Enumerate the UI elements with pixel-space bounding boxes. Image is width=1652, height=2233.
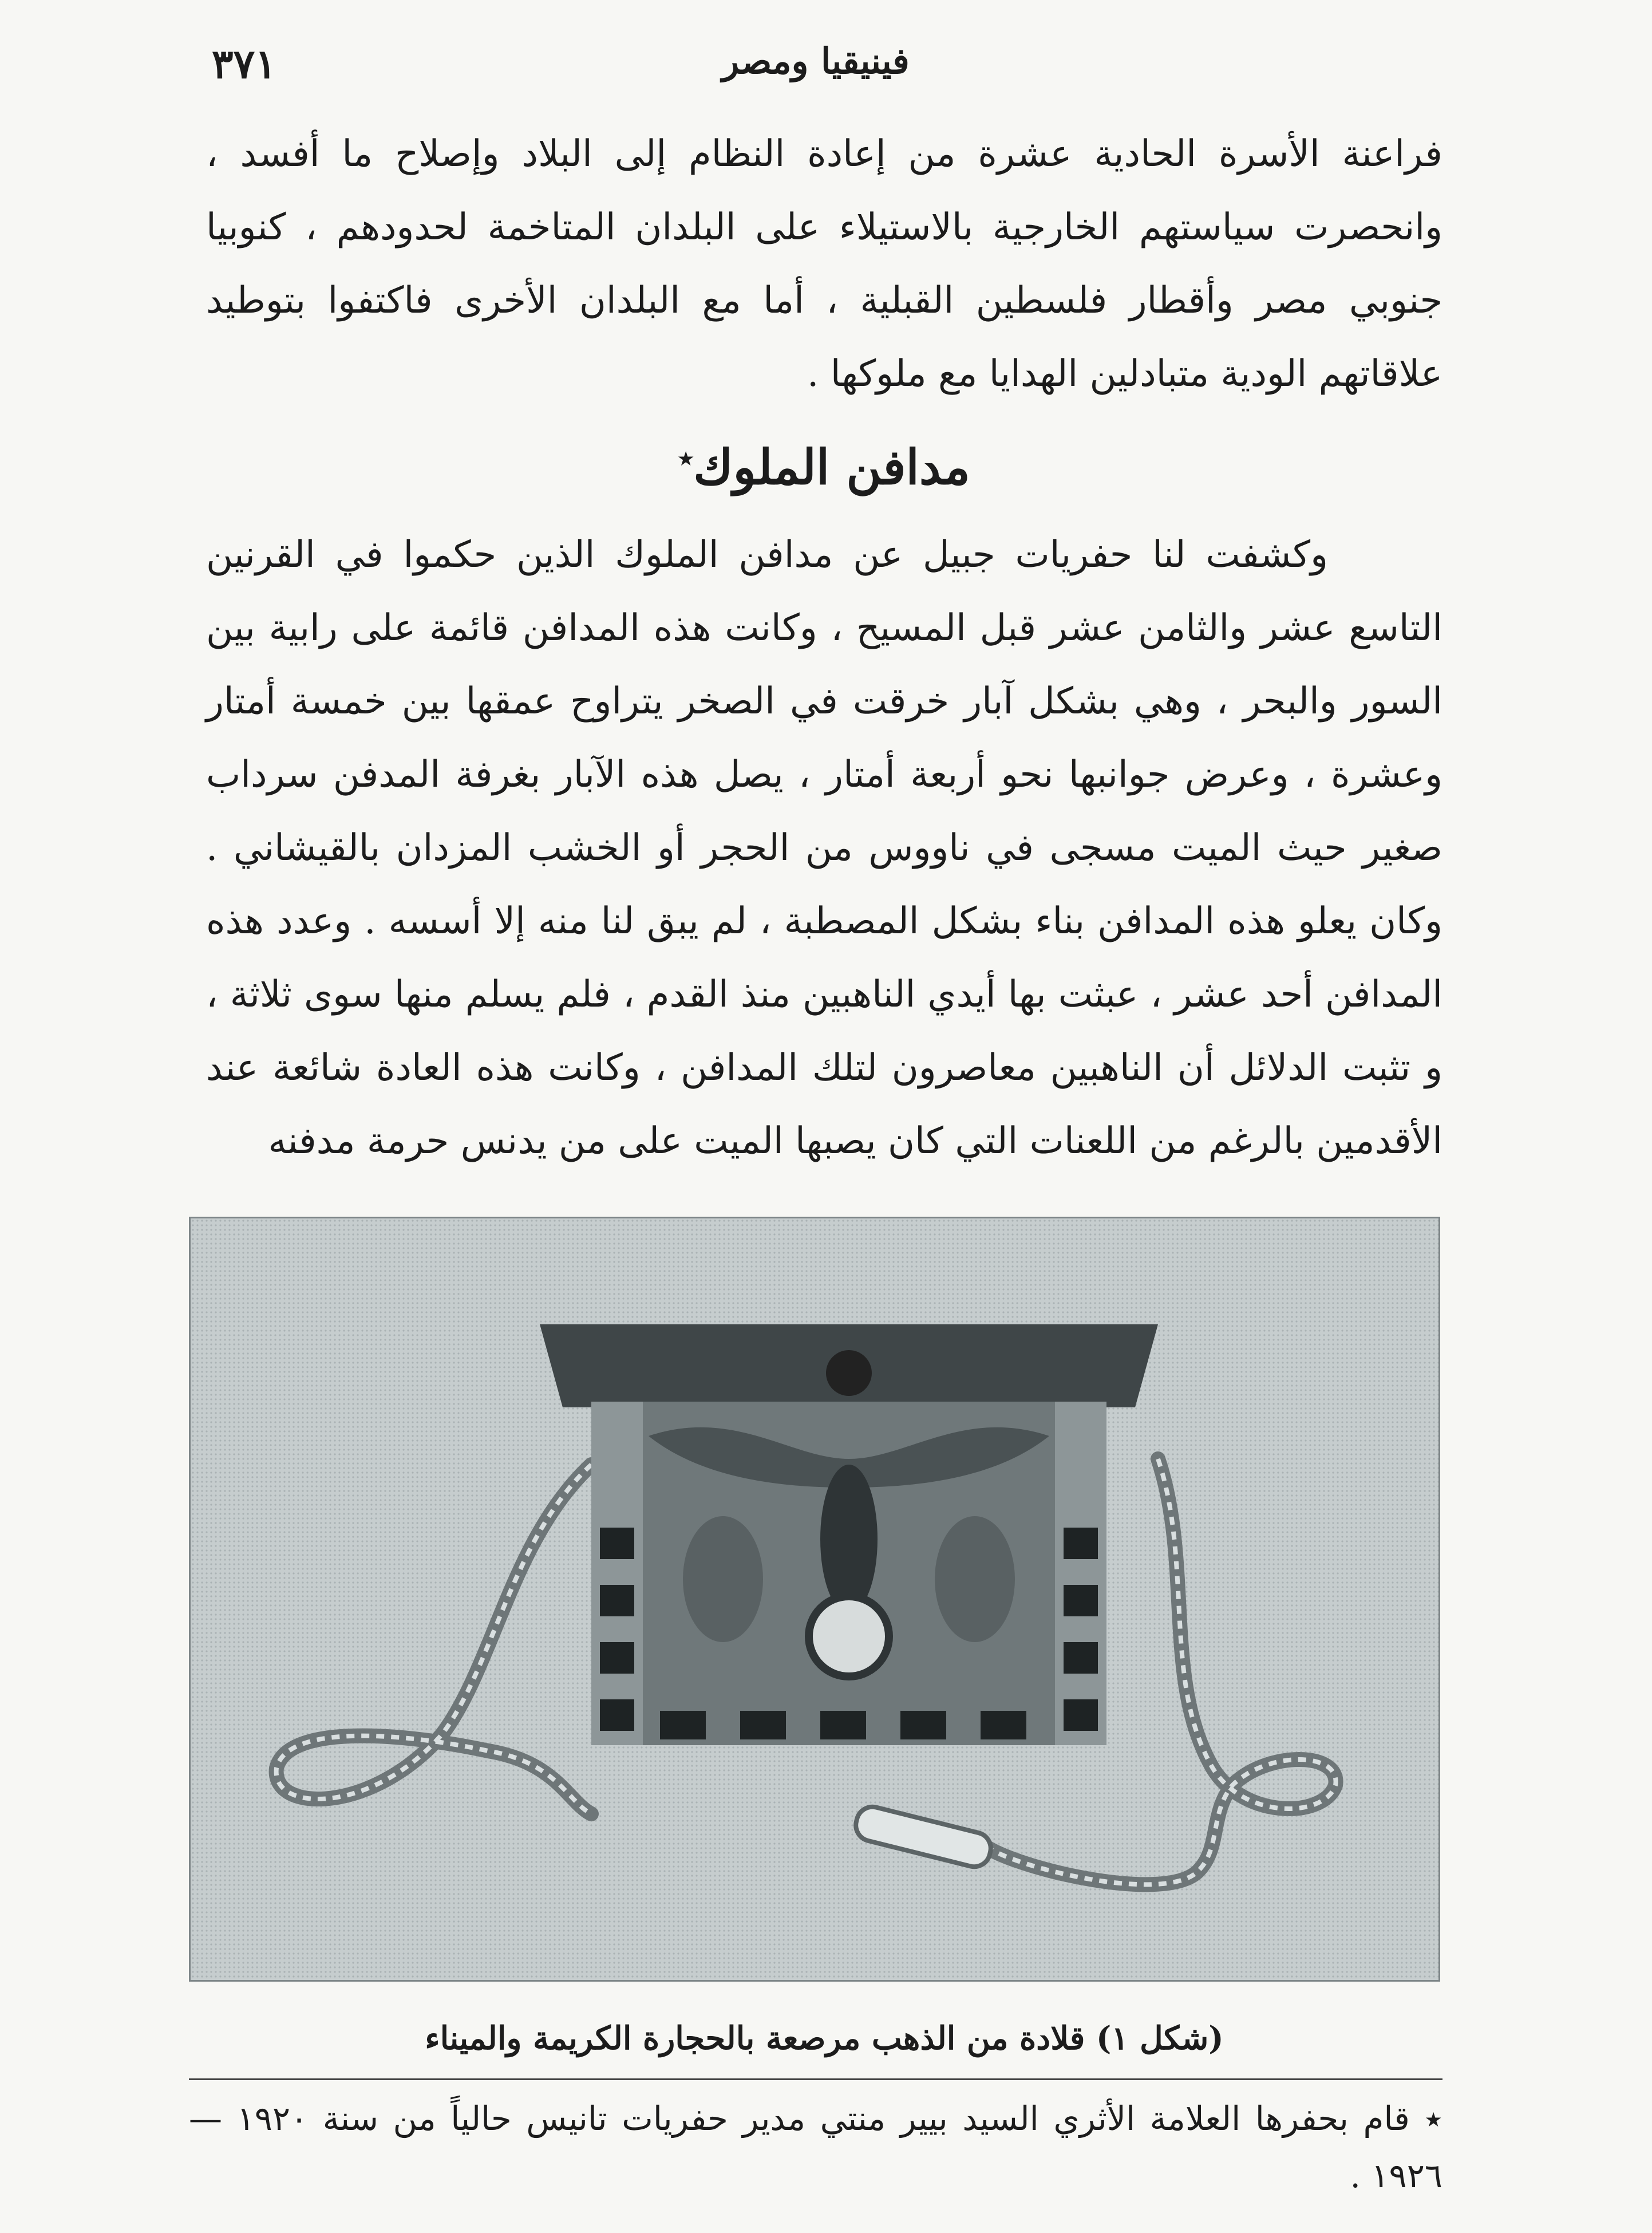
page-number: ٣٧١ bbox=[212, 40, 276, 88]
running-title: فينيقيا ومصر bbox=[722, 40, 910, 82]
necklace-photo-illustration bbox=[191, 1218, 1438, 1980]
figure-caption: (شكل ١) قلادة من الذهب مرصعة بالحجارة الكريمة والميناء bbox=[425, 2019, 1224, 2057]
seated-figure-right bbox=[935, 1516, 1015, 1642]
figure-necklace-photo bbox=[189, 1217, 1440, 1982]
footnote: ٭ قام بحفرها العلامة الأثري السيد بيير منتي مدير حفريات تانيس حالياً من سنة ١٩٢٠ — ١٩٢٦ . bbox=[189, 2099, 1442, 2195]
top-jewel bbox=[826, 1350, 872, 1396]
pectoral-column-left bbox=[591, 1402, 643, 1745]
central-disk bbox=[809, 1596, 889, 1676]
paragraph-intro: فراعنة الأسرة الحادية عشرة من إعادة النظام إلى البلاد وإصلاح ما أفسد ، وانحصرت سياستهم الخارجية بالاستيلاء على البلدان المتاخمة لحدودهم ، كنوبيا جنوبي مصر وأقطار فلسطين القبلية ، أما مع البلدان الأخرى فاكتفوا بتوطيد علاقاتهم الودية متبادلين الهدايا مع ملوكها . bbox=[206, 133, 1443, 395]
section-title: مدافن الملوك bbox=[693, 439, 970, 495]
pectoral-column-right bbox=[1055, 1402, 1106, 1745]
seated-figure-left bbox=[683, 1516, 763, 1642]
footnote-divider bbox=[189, 2078, 1442, 2080]
footnote-marker: ٭ bbox=[678, 442, 694, 474]
section-heading bbox=[206, 427, 1442, 499]
central-figure bbox=[820, 1465, 878, 1613]
paragraph-tombs: وكشفت لنا حفريات جبيل عن مدافن الملوك الذين حكموا في القرنين التاسع عشر والثامن عشر قبل المسيح ، وكانت هذه المدافن قائمة على رابية بين السور والبحر ، وهي بشكل آبار خرقت في الصخر يتراوح عمقها بين خمسة أمتار وعشرة ، وعرض جوانبها نحو أربعة أمتار ، يصل هذه الآبار بغرفة المدفن سرداب صغير حيث الميت مسجى في ناووس من الحجر أو الخشب المزدان بالقيشاني . وكان يعلو هذه المدافن بناء بشكل المصطبة ، لم يبق لنا منه إلا أسسه . وعدد هذه المدافن أحد عشر ، عبثت بها أيدي الناهبين منذ القدم ، فلم يسلم منها سوى ثلاثة ، و تثبت الدلائل أن الناهبين معاصرون لتلك المدافن ، وكانت هذه العادة شائعة عند الأقدمين بالرغم من اللعنات التي كان يصبها الميت على من يدنس حرمة مدفنه bbox=[206, 534, 1443, 1162]
page-header bbox=[189, 40, 1442, 109]
